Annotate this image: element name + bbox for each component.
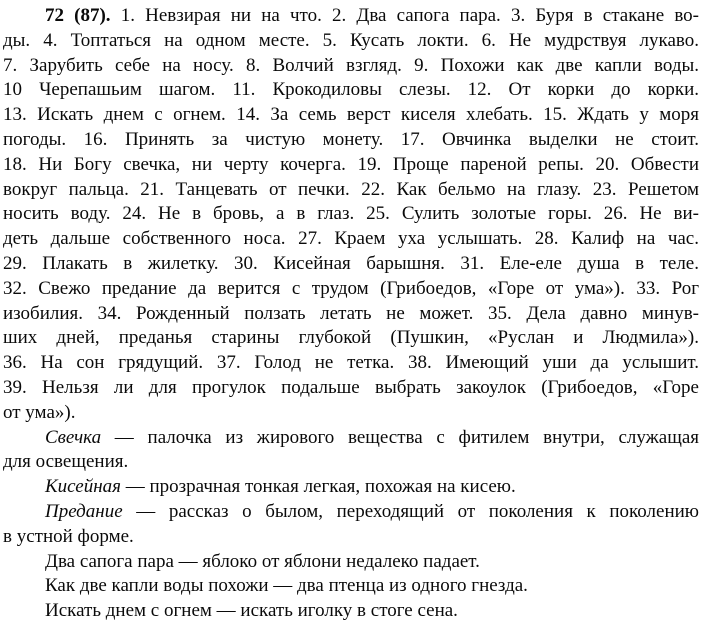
definition-term: Свечка — [45, 426, 102, 448]
idiom-line: от ума»). — [3, 401, 76, 423]
idiom-line: носить воду. 24. Не в бровь, а в глаз. 25. Сулить золотые горы. 26. Не ви- — [3, 203, 699, 225]
idiom-line: вокруг пальца. 21. Танцевать от печки. 22. Как бельмо на глазу. 23. Решетом — [3, 178, 699, 200]
idiom-line: ших дней, преданья старины глубокой (Пушкин, «Руслан и Людмила»). — [3, 327, 699, 349]
idiom-line: 32. Свежо предание да верится с трудом (Грибоедов, «Горе от ума»). 33. Рог — [3, 277, 699, 299]
idiom-line: 18. Ни Богу свечка, ни черту кочерга. 19. Проще пареной репы. 20. Обвести — [3, 153, 699, 175]
definition-line — [3, 475, 699, 500]
idiom-line: 10 Черепашьим шагом. 11. Крокодиловы слезы. 12. От корки до корки. — [3, 79, 699, 101]
definition-line: в устной форме. — [3, 525, 134, 547]
definition-line: для освещения. — [3, 451, 129, 473]
idiom-line: 7. Зарубить себе на носу. 8. Волчий взгляд. 9. Похожи как две капли воды. — [3, 54, 699, 76]
definition-term: Предание — [45, 500, 123, 522]
idiom-line-text: 1. Невзирая ни на что. 2. Два сапога пара. 3. Буря в стакане во- — [110, 5, 699, 26]
idiom-line — [3, 4, 699, 29]
definition-term: Кисейная — [45, 476, 121, 498]
idiom-line: 39. Нельзя ли для прогулок подальше выбрать закоулок (Грибоедов, «Горе — [3, 376, 699, 398]
comparison-line: Как две капли воды похожи — два птенца из одного гнезда. — [45, 575, 528, 597]
comparison-line: Два сапога пара — яблоко от яблони недалеко падает. — [45, 550, 480, 572]
idiom-line: 29. Плакать в жилетку. 30. Кисейная барышня. 31. Еле-еле душа в теле. — [3, 252, 699, 274]
definition-text: — палочка из жирового вещества с фитилем внутри, служащая — [101, 426, 699, 448]
definition-text: — прозрачная тонкая легкая, похожая на кисею. — [121, 476, 516, 498]
definition-line — [3, 426, 699, 451]
definition-line — [3, 500, 699, 525]
exercise-number: 72 (87). — [45, 5, 111, 26]
definition-text: — рассказ о былом, переходящий от поколения к поколению — [122, 500, 699, 522]
idiom-line: 36. На сон грядущий. 37. Голод не тетка. 38. Имеющий уши да услышит. — [3, 352, 699, 374]
idiom-line: 13. Искать днем с огнем. 14. За семь верст киселя хлебать. 15. Ждать у моря — [3, 104, 699, 126]
comparison-line: Искать днем с огнем — искать иголку в стоге сена. — [45, 600, 458, 622]
idiom-line: изобилия. 34. Рожденный ползать летать не может. 35. Дела давно минув- — [3, 302, 699, 324]
idiom-line: погоды. 16. Принять за чистую монету. 17. Овчинка выделки не стоит. — [3, 128, 699, 150]
idiom-line: деть дальше собственного носа. 27. Краем уха услышать. 28. Калиф на час. — [3, 228, 699, 250]
idiom-line: ды. 4. Топтаться на одном месте. 5. Кусать локти. 6. Не мудрствуя лукаво. — [3, 29, 699, 51]
